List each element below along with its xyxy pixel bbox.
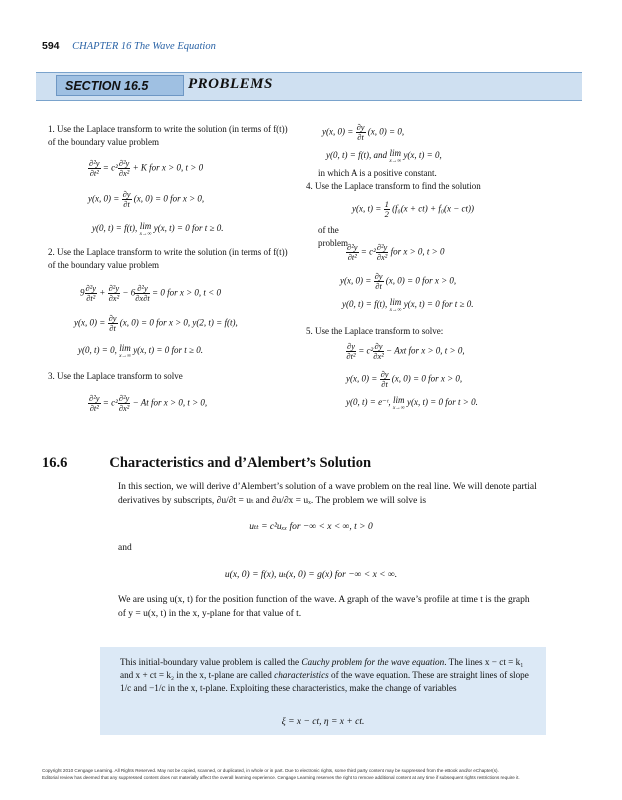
section-number: 16.6 [42,455,68,471]
problem-number: 1. [48,124,55,134]
p2-equation-1: 9 $\frac{\text{∂²y}}{\text{∂t²}}$ + $\frac{\text{∂²y}}{\text{∂x²}}$ − 6 $\frac{\text{∂²y}}{\partial x\partial t}$ = 0 for x > 0, t < 0 [80,283,221,303]
problem-number: 3. [48,371,55,381]
problem-number: 4. [306,181,313,191]
problem-2 [48,246,288,271]
p4-equation-3: y(x, 0) = $\frac{\partial y}{\partial t}$ (x, 0) = 0 for x > 0, [340,271,457,291]
p1-equation-3: y(0, t) = f(t), lim x→∞ y(x, t) = 0 for t ≥ 0. [92,221,224,237]
p2-equation-2: y(x, 0) = $\frac{\partial y}{\partial t}$ (x, 0) = 0 for x > 0, y(2, t) = f(t), [74,313,238,333]
p3-equation-3: y(0, t) = f(t), and lim x→∞ y(x, t) = 0, [326,148,442,164]
p4-equation-4: y(0, t) = f(t), lim x→∞ y(x, t) = 0 for t ≥ 0. [342,297,474,313]
problem-1 [48,123,288,148]
problem-text: Use the Laplace transform to write the solution (in terms of f(t)) of the boundary value problem [48,124,288,147]
wave-equation: uₜₜ = c²uₓₓ for −∞ < x < ∞, t > 0 [249,522,373,532]
p4-equation-2: $\frac{\text{∂²y}}{\text{∂t²}}$ = c² $\frac{\text{∂²y}}{\text{∂x²}}$ for x > 0, t > 0 [347,242,445,262]
running-header [42,40,216,52]
and-text: and [118,543,132,553]
p5-equation-3: y(0, t) = e⁻ᵗ, lim x→∞ y(x, t) = 0 for t > 0. [346,395,478,411]
problem-5 [306,325,576,338]
p2-equation-3: y(0, t) = 0, lim x→∞ y(x, t) = 0 for t ≥ 0. [78,343,203,359]
problem-number: 2. [48,247,55,257]
p3-equation-1: $\frac{\text{∂²y}}{\text{∂t²}}$ = c² $\frac{\text{∂²y}}{\text{∂x²}}$ − At for x > 0, t > 0, [89,393,208,413]
problem-4 [306,180,576,193]
p3-equation-2: y(x, 0) = $\frac{\partial y}{\partial t}$ (x, 0) = 0, [322,122,405,142]
section-heading-title: Characteristics and d’Alembert’s Solution [109,455,372,471]
section-banner [36,72,582,101]
callout-text: This initial-boundary value problem is called the Cauchy problem for the wave equation. The lines x − ct = k₁ and x + ct = k₂ in the x, t-plane are called characteristics of the wave equation. These are straight lines of slope 1/c and −1/c in the x, t-plane. Exploiting these characteristics, make the change of variables [120,657,529,693]
section-label: SECTION 16.5 [56,75,184,96]
section-title: PROBLEMS [188,76,273,92]
problem-text: Use the Laplace transform to write the solution (in terms of f(t)) of the boundary value problem [48,247,288,270]
problem-3 [48,370,288,383]
problem-text: Use the Laplace transform to solve [57,371,183,381]
problem-text: Use the Laplace transform to find the solution [315,181,481,191]
intro-paragraph: In this section, we will derive d’Alembert’s solution of a wave problem on the real line. We will denote partial derivatives by subscripts, ∂u/∂t = uₜ and ∂u/∂x = uₓ. The problem we will solve is [118,482,537,506]
p1-equation-1: $\frac{\text{∂²y}}{\text{∂t²}}$ = c² $\frac{\text{∂²y}}{\text{∂x²}}$ + K for x > 0, t > 0 [89,158,204,178]
definition-callout [100,647,546,735]
copyright-line-2: Editorial review has deemed that any suppressed content does not materially affect the overall learning experience. Cengage Learning reserves the right to remove additional content at any time if subsequent rights restrictions require it. [42,775,520,780]
p1-equation-2: y(x, 0) = $\frac{\partial y}{\partial t}$ (x, 0) = 0 for x > 0, [88,189,205,209]
p5-equation-2: y(x, 0) = $\frac{\partial y}{\partial t}$ (x, 0) = 0 for x > 0, [346,369,463,389]
problem-text: Use the Laplace transform to solve: [315,326,444,336]
p3-note: in which A is a positive constant. [318,168,437,178]
p4-equation-1: y(x, t) = $\frac{1}{2}$ (f₀(x + ct) + f₀(x − ct)) [352,199,475,219]
position-paragraph: We are using u(x, t) for the position function of the wave. A graph of the wave’s profile at time t is the graph of y = u(x, t) in the x, y-plane for that value of t. [118,595,530,619]
problem-number: 5. [306,326,313,336]
section-heading [42,455,371,472]
chapter-title: CHAPTER 16 The Wave Equation [72,41,216,52]
p5-equation-1: $\frac{\partial y}{\text{∂t²}}$ = c² $\frac{\partial y}{\text{∂x²}}$ − Axt for x > 0, t > 0, [346,341,465,361]
change-of-variables: ξ = x − ct, η = x + ct. [281,717,365,727]
p4-note: of the problem [318,225,348,248]
initial-conditions: u(x, 0) = f(x), uₜ(x, 0) = g(x) for −∞ < x < ∞. [224,570,398,580]
page-number: 594 [42,40,60,52]
copyright-line-1: Copyright 2010 Cengage Learning. All Rights Reserved. May not be copied, scanned, or duplicated, in whole or in part. Due to electronic rights, some third party content may be suppressed from the eBook and/or eChapter(s). [42,768,499,773]
